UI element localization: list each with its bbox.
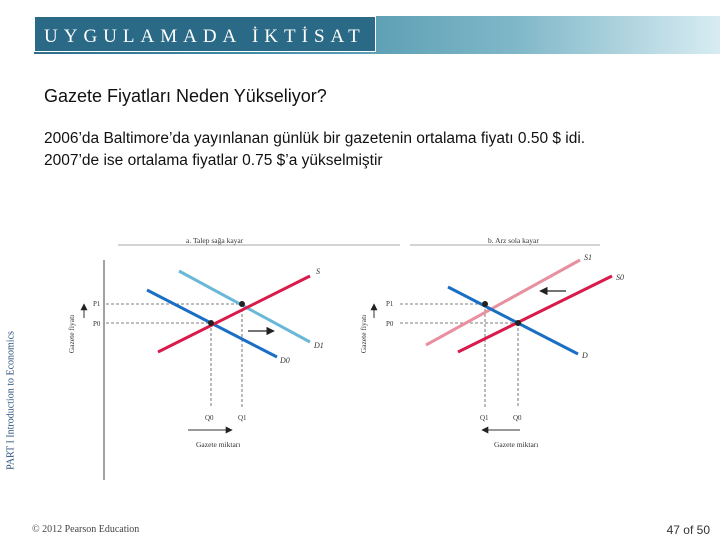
panel-a [67,236,400,449]
panel-a-q-high: Q1 [238,414,247,422]
panel-a-equilibrium-new [239,301,245,307]
panel-a-demand-new-label: D1 [314,341,324,350]
panel-b-p-low: P0 [386,320,394,328]
panel-a-q-low: Q0 [205,414,214,422]
body-line-2: 2007’de ise ortalama fiyatlar 0.75 $’a yükselmiştir [44,152,383,169]
panel-a-supply-label: S [316,267,320,276]
panel-a-p-low: P0 [93,320,101,328]
header-title: UYGULAMADA İKTİSAT [44,26,366,47]
panel-a-supply-curve [158,276,310,352]
body-line-1: 2006’da Baltimore’da yayınlanan günlük bir gazetenin ortalama fiyatı 0.50 $ idi. [44,130,586,147]
panel-b-demand-label: D [582,351,588,360]
panel-b-supply-new-label: S1 [584,253,592,262]
panel-a-demand-old-label: D0 [280,356,290,365]
panel-b-xlabel: Gazete miktarı [494,440,539,449]
panel-a-xlabel: Gazete miktarı [196,440,241,449]
panel-b [359,236,624,449]
side-label: PART I Introduction to Economics [5,331,17,470]
panel-b-title: b. Arz sola kayar [488,236,539,245]
panel-b-q-high: Q0 [513,414,522,422]
panel-a-p-high: P1 [93,300,101,308]
panel-a-ylabel: Gazete fiyatı [67,314,76,354]
panel-b-equilibrium-old [515,320,521,326]
footer-page-number: 47 of 50 [666,523,710,537]
panel-b-equilibrium-new [482,301,488,307]
panel-b-q-low: Q1 [480,414,489,422]
panel-a-equilibrium-old [208,320,214,326]
footer-copyright: © 2012 Pearson Education [32,524,140,535]
panel-b-supply-old-label: S0 [616,273,624,282]
slide-title: Gazete Fiyatları Neden Yükseliyor? [44,86,327,106]
panel-b-ylabel: Gazete fiyatı [359,314,368,354]
panel-b-p-high: P1 [386,300,394,308]
panel-a-title: a. Talep sağa kayar [186,236,244,245]
